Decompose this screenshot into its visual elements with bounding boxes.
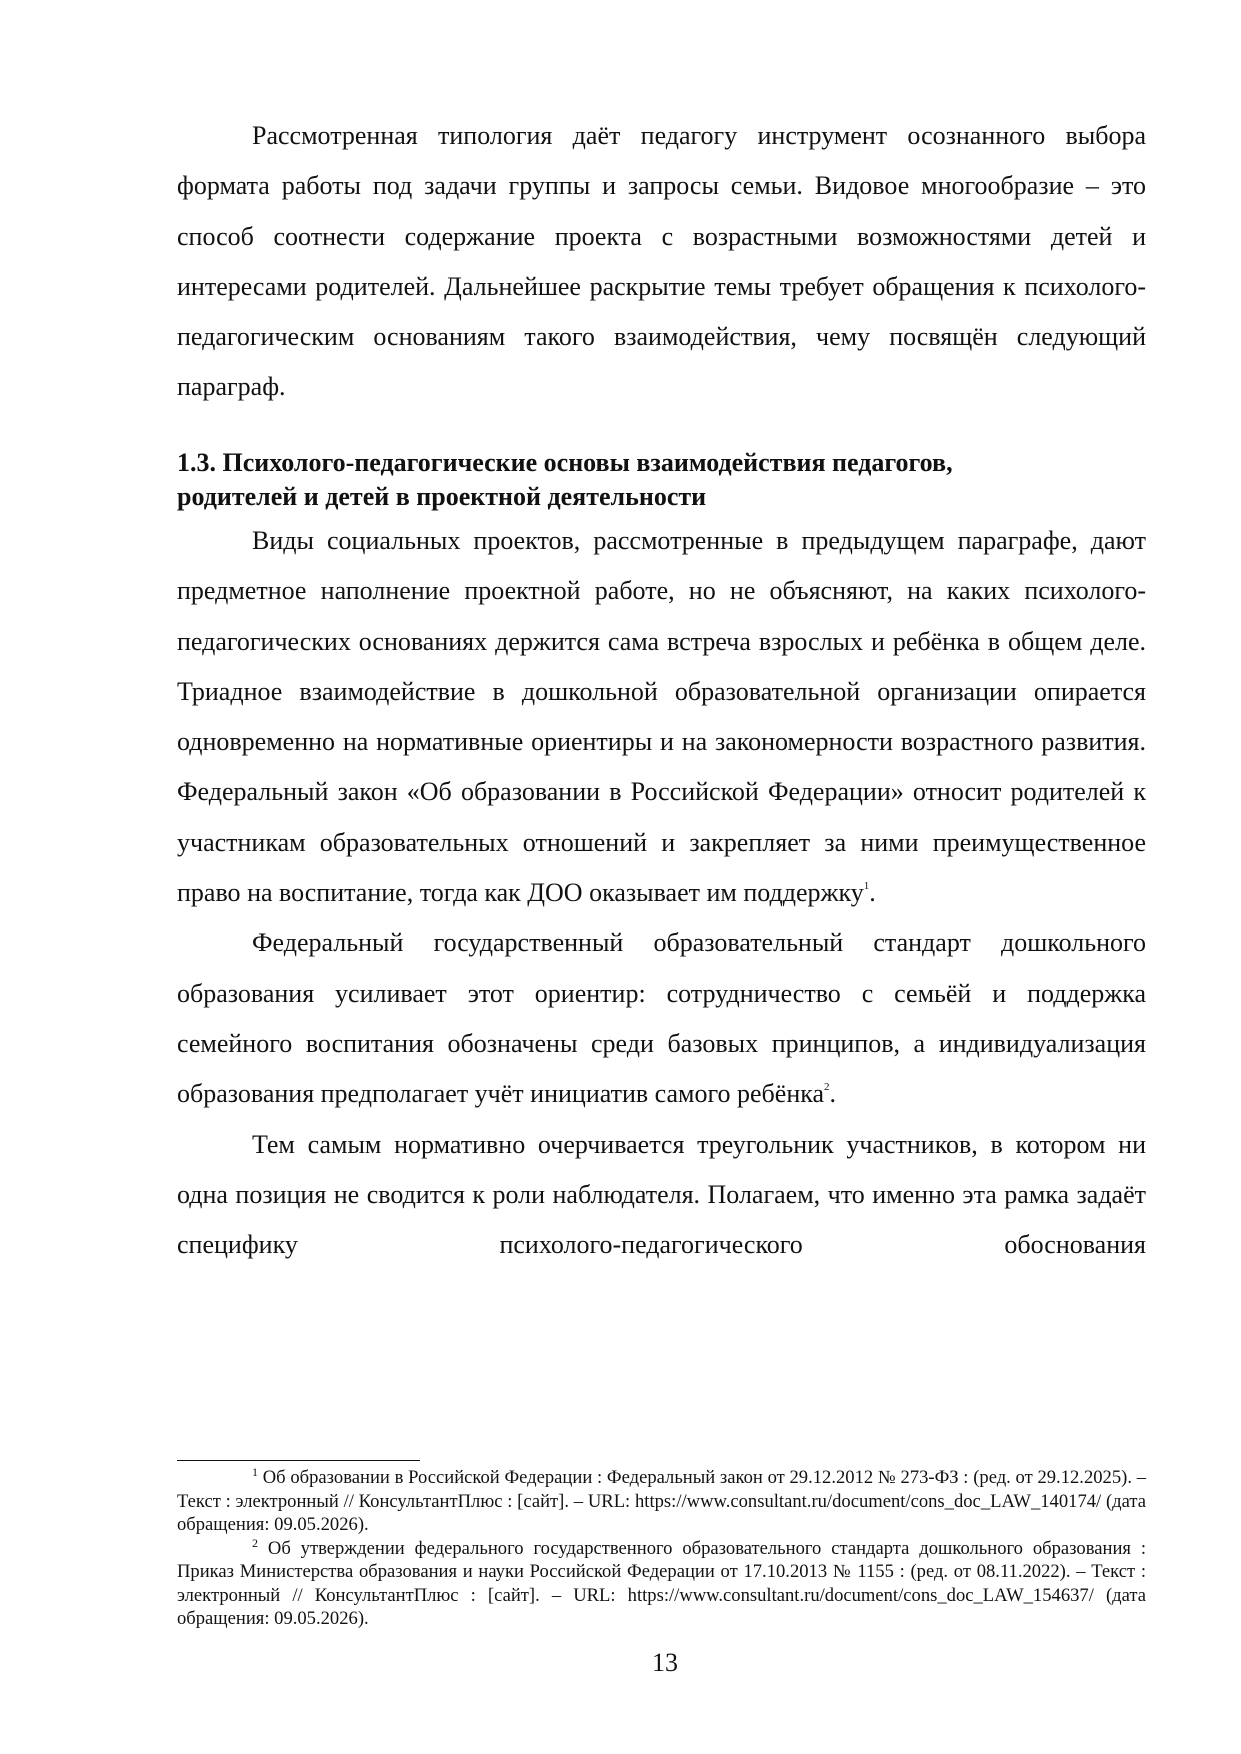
footnote-2 xyxy=(177,1537,1146,1631)
footnotes xyxy=(177,1466,1146,1631)
footnote-separator xyxy=(177,1460,420,1461)
section-heading-line-1: 1.3. Психолого-педагогические основы взаимодействия педагогов, xyxy=(177,448,953,477)
paragraph-3: Тем самым нормативно очерчивается треугольник участников, в котором ни одна позиция не сводится к роли наблюдателя. Полагаем, что именно эта рамка задаёт специфику психолого-педагогического обоснования xyxy=(177,1129,1147,1260)
footnote-1 xyxy=(177,1466,1146,1537)
footnote-text-2: Об утверждении федерального государственного образовательного стандарта дошкольного образования : Приказ Министерства образования и науки Российской Федерации от 17.10.2013 № 1155 : (ред. от 08.11.2022). – Текст : электронный // КонсультантПлюс : [сайт]. – URL: https://www.consultant.ru/document/cons_doc_LAW_154637/ (дата обращения: 09.05.2026). xyxy=(177,1537,1146,1629)
section-heading-line-2: родителей и детей в проектной деятельности xyxy=(177,482,707,511)
page-number: 13 xyxy=(652,1648,678,1677)
footnote-number-2: 2 xyxy=(252,1535,258,1550)
footnote-ref-1[interactable]: 1 xyxy=(863,880,870,893)
section-text-block xyxy=(177,516,1146,1270)
paragraph-2: Федеральный государственный образовательный стандарт дошкольного образования усиливает этот ориентир: сотрудничество с семьёй и поддержка семейного воспитания обозначены среди базовых принципов, а индивидуализация образования предполагает учёт инициатив самого ребёнка$^2$. xyxy=(177,928,1147,1109)
footnote-text-1: Об образовании в Российской Федерации : Федеральный закон от 29.12.2012 № 273-ФЗ : (ред. от 29.12.2025). – Текст : электронный // КонсультантПлюс : [сайт]. – URL: https://www.consultant.ru/document/cons_doc_LAW_140174/ (дата обращения: 09.05.2026). xyxy=(177,1467,1147,1535)
intro-text-block xyxy=(177,111,1146,413)
footnote-number-1: 1 xyxy=(252,1465,258,1479)
paragraph-intro: Рассмотренная типология даёт педагогу инструмент осознанного выбора формата работы под задачи группы и запросы семьи. Видовое многообразие – это способ соотнести содержание проекта с возрастными возможностями детей и интересами родителей. Дальнейшее раскрытие темы требует обращения к психолого-педагогическим основаниям такого взаимодействия, чему посвящён следующий параграф. xyxy=(177,121,1147,402)
paragraph-1: Виды социальных проектов, рассмотренные в предыдущем параграфе, дают предметное наполнение проектной работе, но не объясняют, на каких психолого-педагогических основаниях держится сама встреча взрослых и ребёнка в общем деле. Триадное взаимодействие в дошкольной образовательной организации опирается одновременно на нормативные ориентиры и на закономерности возрастного развития. Федеральный закон «Об образовании в Российской Федерации» относит родителей к участникам образовательных отношений и закрепляет за ними преимущественное право на воспитание, тогда как ДОО оказывает им поддержку$^1$. xyxy=(177,526,1147,908)
section-heading xyxy=(177,446,1146,514)
footnote-ref-2[interactable]: 2 xyxy=(824,1081,830,1094)
